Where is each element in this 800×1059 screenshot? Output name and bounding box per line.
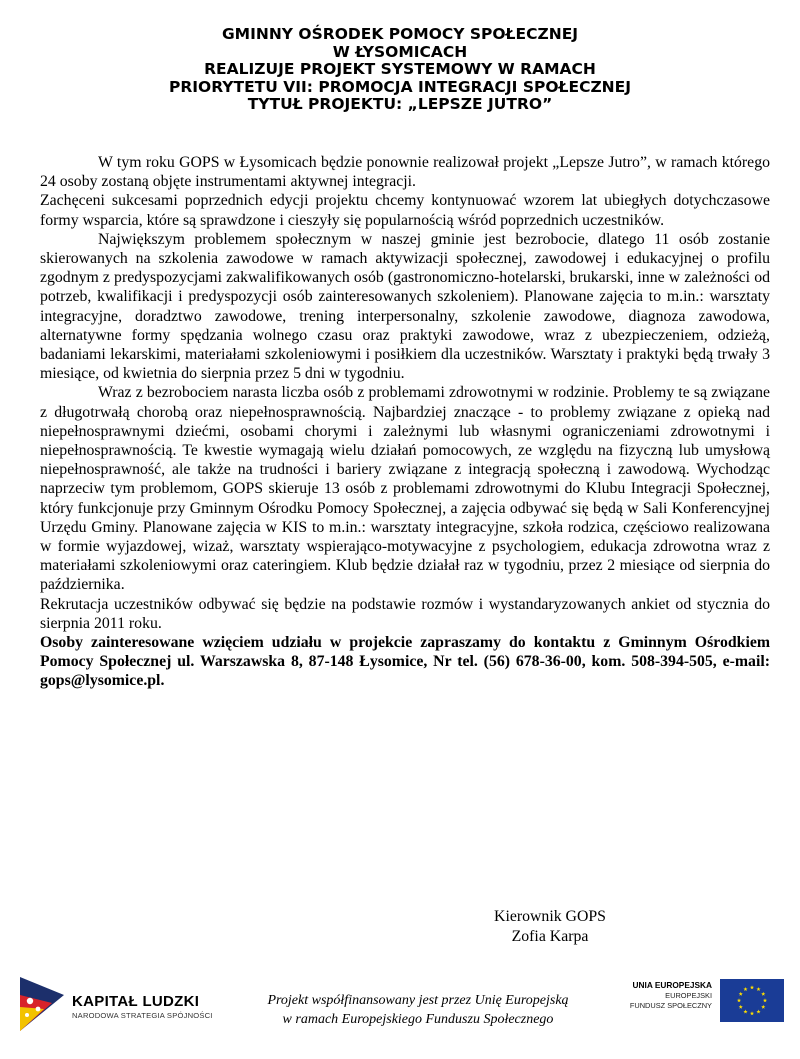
- paragraph-unemployment: Największym problemem społecznym w naszej gminie jest bezrobocie, dlatego 11 osób zostanie skierowanych na szkolenia zawodowe w ramach aktywizacji społecznej, zawodowej i edukacyjnej o profilu zgodnym z predyspozycjami zakwalifikowanych osób (gastronomiczno-hotelarski, brukarski, inne w zależności od potrzeb, kwalifikacji i predyspozycji osób zainteresowanych szkoleniem). Planowane zajęcia to m.in.: warsztaty integracyjne, doradztwo zawodowe, trening interpersonalny, szkolenie zawodowe, diagnoza zawodowa, alternatywne formy spędzania wolnego czasu oraz praktyki zawodowe, wraz z ubezpieczeniem, odzieżą, badaniami lekarskimi, materiałami szkoleniowymi i posiłkiem dla uczestników. Warsztaty i praktyki będą trwały 3 miesiące, od kwietnia do sierpnia przez 5 dni w tygodniu.: [40, 230, 770, 383]
- signature-title: Kierownik GOPS: [494, 908, 606, 925]
- eu-fund-line-1: EUROPEJSKI: [665, 991, 712, 1000]
- cofinancing-note: [228, 991, 608, 1029]
- cofinancing-line-2: w ramach Europejskiego Funduszu Społecznego: [282, 1012, 554, 1027]
- eu-title: UNIA EUROPEJSKA: [632, 980, 712, 990]
- cofinancing-line-1: Projekt współfinansowany jest przez Unię Europejską: [267, 993, 569, 1008]
- header-line-4: PRIORYTETU VII: PROMOCJA INTEGRACJI SPOŁECZNEJ: [168, 77, 632, 96]
- document-body: [40, 153, 770, 691]
- paragraph-intro: W tym roku GOPS w Łysomicach będzie ponownie realizował projekt „Lepsze Jutro”, w ramach którego 24 osoby zostaną objęte instrumentami aktywnej integracji.: [40, 154, 770, 191]
- eu-flag-icon: [720, 979, 784, 1022]
- eu-label: [600, 979, 712, 1010]
- kapital-ludzki-title: KAPITAŁ LUDZKI: [72, 993, 200, 1010]
- header-line-1: GMINNY OŚRODEK POMOCY SPOŁECZNEJ: [221, 25, 579, 43]
- paragraph-contact: Osoby zainteresowane wzięciem udziału w projekcie zapraszamy do kontaktu z Gminnym Ośrodkiem Pomocy Społecznej ul. Warszawska 8, 87-148 Łysomice, Nr tel. (56) 678-36-00, kom. 508-394-505, e-mail: gops@lysomice.pl.: [40, 634, 770, 690]
- header-line-3: REALIZUJE PROJEKT SYSTEMOWY W RAMACH: [204, 60, 596, 78]
- kapital-ludzki-subtitle: NARODOWA STRATEGIA SPÓJNOŚCI: [72, 1011, 213, 1020]
- header-line-5: TYTUŁ PROJEKTU: „LEPSZE JUTRO”: [247, 95, 553, 113]
- paragraph-continuation: Zachęceni sukcesami poprzednich edycji projektu chcemy kontynuować wzorem lat ubiegłych dotychczasowe formy wsparcia, które są sprawdzone i cieszyły się popularnością wśród poprzednich uczestników.: [40, 192, 770, 229]
- header-line-2: W ŁYSOMICACH: [332, 42, 468, 61]
- kapital-ludzki-logo-icon: [14, 973, 70, 1035]
- paragraph-recruitment: Rekrutacja uczestników odbywać się będzie na podstawie rozmów i wystandaryzowanych ankiet od stycznia do sierpnia 2011 roku.: [40, 595, 770, 632]
- document-header: [40, 26, 760, 114]
- eu-fund-line-2: FUNDUSZ SPOŁECZNY: [629, 1000, 712, 1010]
- signature-name: Zofia Karpa: [511, 927, 589, 945]
- footer: [0, 965, 800, 1059]
- signature-block: [460, 907, 640, 946]
- paragraph-health: Wraz z bezrobociem narasta liczba osób z problemami zdrowotnymi w rodzinie. Problemy te są związane z długotrwałą chorobą oraz niepełnosprawnością. Najbardziej znaczące - to problemy związane z opieką nad niepełnosprawnymi dziećmi, osobami chorymi i zależnymi lub własnymi ograniczeniami zdrowotnymi i niepełnosprawnością. Te kwestie wymagają wielu działań pomocowych, ze względu na fizyczną lub umysłową niepełnosprawność, ale także na trudności i bariery związane z integracją społeczną i zawodową. Wychodząc naprzeciw tym problemom, GOPS skieruje 13 osób z problemami zdrowotnymi do Klubu Integracji Społecznej, który funkcjonuje przy Gminnym Ośrodku Pomocy Społecznej, a zajęcia odbywać się będą w Sali Konferencyjnej Urzędu Gminy. Planowane zajęcia w KIS to m.in.: warsztaty integracyjne, szkoła rodzica, częściowo realizowana w formie wyjazdowej, wizaż, warsztaty wspierająco-motywacyjne z psychologiem, edukacja zdrowotna wraz z materiałami szkoleniowymi oraz cateringiem. Klub będzie działał raz w tygodniu, przez 2 miesiące od sierpnia do października.: [40, 384, 770, 594]
